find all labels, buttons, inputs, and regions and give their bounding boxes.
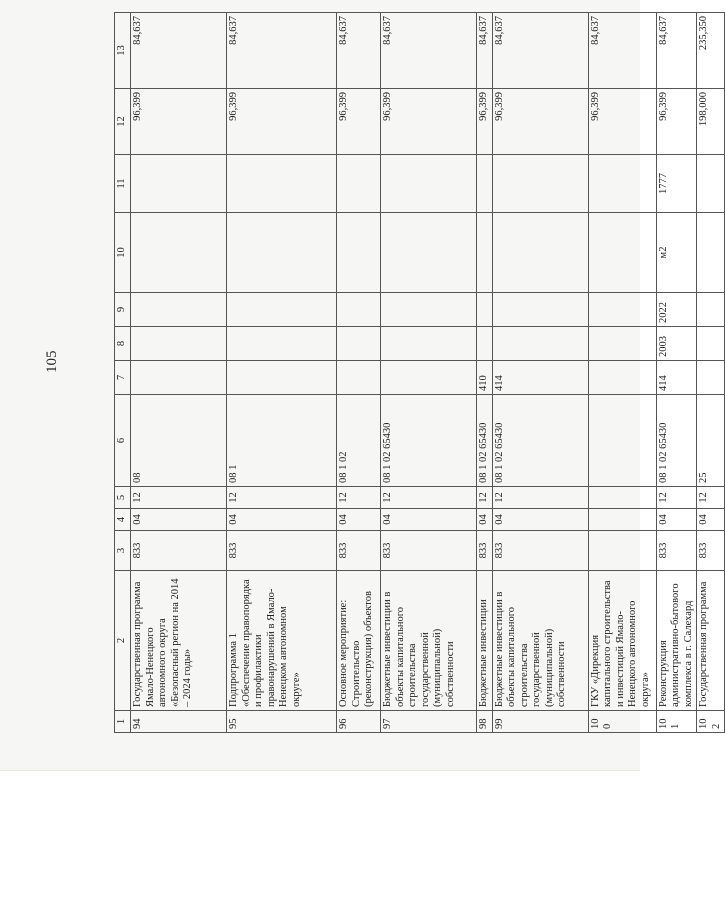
row-name: Бюджетные инвестиции в объекты капитального строительства государственной (муниципальной) собственности (381, 571, 477, 711)
row-number: 94 (131, 711, 227, 733)
col7-code: 414 (492, 361, 588, 395)
col6-code: 08 1 (227, 395, 337, 487)
col5-code: 12 (656, 487, 697, 509)
table-row (656, 13, 697, 733)
col8-value (131, 327, 227, 361)
col6-code: 08 1 02 65430 (656, 395, 697, 487)
col13-amount: 84,637 (588, 13, 656, 89)
row-number: 98 (477, 711, 493, 733)
col3-code: 833 (337, 531, 381, 571)
col12-amount: 96,399 (588, 89, 656, 155)
col13-amount: 235,350 (697, 13, 725, 89)
col3-code: 833 (492, 531, 588, 571)
row-number: 102 (697, 711, 725, 733)
col11-value (227, 155, 337, 213)
col8-value (337, 327, 381, 361)
col6-code: 08 1 02 (337, 395, 381, 487)
col7-code (337, 361, 381, 395)
col13-amount: 84,637 (492, 13, 588, 89)
col13-amount: 84,637 (337, 13, 381, 89)
col4-code: 04 (477, 509, 493, 531)
col8-value (588, 327, 656, 361)
col12-amount: 96,399 (337, 89, 381, 155)
col7-code (588, 361, 656, 395)
row-number: 95 (227, 711, 337, 733)
row-number: 96 (337, 711, 381, 733)
col4-code: 04 (227, 509, 337, 531)
col9-value (477, 293, 493, 327)
col8-value (381, 327, 477, 361)
col10-unit: м2 (656, 213, 697, 293)
col4-code: 04 (656, 509, 697, 531)
col11-value (381, 155, 477, 213)
col10-unit (697, 213, 725, 293)
col5-code: 12 (131, 487, 227, 509)
col6-code (588, 395, 656, 487)
col9-value (337, 293, 381, 327)
table-row (697, 13, 725, 733)
col7-code (381, 361, 477, 395)
row-number: 97 (381, 711, 477, 733)
col7-code: 414 (656, 361, 697, 395)
col6-code: 08 (131, 395, 227, 487)
col3-code: 833 (656, 531, 697, 571)
col3-code (588, 531, 656, 571)
col13-amount: 84,637 (381, 13, 477, 89)
col5-code: 12 (492, 487, 588, 509)
col10-unit (588, 213, 656, 293)
header-cell-13: 13 (115, 13, 131, 89)
budget-table (114, 12, 725, 733)
row-number: 100 (588, 711, 656, 733)
col4-code: 04 (131, 509, 227, 531)
col10-unit (337, 213, 381, 293)
col6-code: 08 1 02 65430 (381, 395, 477, 487)
col12-amount: 96,399 (492, 89, 588, 155)
col4-code (588, 509, 656, 531)
col8-value (227, 327, 337, 361)
col10-unit (227, 213, 337, 293)
table-row (337, 13, 381, 733)
col3-code: 833 (227, 531, 337, 571)
table-row (477, 13, 493, 733)
header-cell-9: 9 (115, 293, 131, 327)
col11-value (477, 155, 493, 213)
col4-code: 04 (697, 509, 725, 531)
header-cell-3: 3 (115, 531, 131, 571)
table-row (588, 13, 656, 733)
col5-code: 12 (477, 487, 493, 509)
col5-code: 12 (227, 487, 337, 509)
col12-amount: 96,399 (131, 89, 227, 155)
table-row (492, 13, 588, 733)
col6-code: 08 1 02 65430 (477, 395, 493, 487)
row-number: 99 (492, 711, 588, 733)
col9-value (697, 293, 725, 327)
row-name: Государственная программа (697, 571, 725, 711)
col3-code: 833 (131, 531, 227, 571)
header-cell-1: 1 (115, 711, 131, 733)
col10-unit (492, 213, 588, 293)
col5-code: 12 (697, 487, 725, 509)
col8-value (477, 327, 493, 361)
header-cell-2: 2 (115, 571, 131, 711)
col4-code: 04 (337, 509, 381, 531)
col9-value (227, 293, 337, 327)
page-number: 105 (44, 350, 60, 373)
header-cell-11: 11 (115, 155, 131, 213)
table-header-row (115, 13, 131, 733)
col9-value: 2022 (656, 293, 697, 327)
col8-value: 2003 (656, 327, 697, 361)
col11-value (697, 155, 725, 213)
col7-code (697, 361, 725, 395)
col10-unit (381, 213, 477, 293)
col11-value (588, 155, 656, 213)
col3-code: 833 (697, 531, 725, 571)
table-row (381, 13, 477, 733)
header-cell-6: 6 (115, 395, 131, 487)
col13-amount: 84,637 (656, 13, 697, 89)
row-name: ГКУ «Дирекция капитального строительства и инвестиций Ямало-Ненецкого автономного округа» (588, 571, 656, 711)
header-cell-12: 12 (115, 89, 131, 155)
col9-value (588, 293, 656, 327)
col4-code: 04 (381, 509, 477, 531)
col11-value: 1777 (656, 155, 697, 213)
table-row (227, 13, 337, 733)
row-name: Основное мероприятие: Строительство (реконструкция) объектов (337, 571, 381, 711)
col8-value (492, 327, 588, 361)
col6-code: 08 1 02 65430 (492, 395, 588, 487)
col8-value (697, 327, 725, 361)
col3-code: 833 (381, 531, 477, 571)
col5-code: 12 (381, 487, 477, 509)
header-cell-10: 10 (115, 213, 131, 293)
col12-amount: 96,399 (656, 89, 697, 155)
col7-code (227, 361, 337, 395)
col4-code: 04 (492, 509, 588, 531)
col6-code: 25 (697, 395, 725, 487)
col10-unit (131, 213, 227, 293)
header-cell-7: 7 (115, 361, 131, 395)
table-row (131, 13, 227, 733)
row-name: Государственная программа Ямало-Ненецкого автономного округа «Безопасный регион на 2014 – 2024 годы» (131, 571, 227, 711)
col13-amount: 84,637 (227, 13, 337, 89)
row-name: Бюджетные инвестиции в объекты капитального строительства государственной (муниципальной) собственности (492, 571, 588, 711)
col9-value (492, 293, 588, 327)
col11-value (131, 155, 227, 213)
col9-value (131, 293, 227, 327)
row-number: 101 (656, 711, 697, 733)
header-cell-5: 5 (115, 487, 131, 509)
rotated-table-wrapper (114, 13, 722, 733)
col5-code (588, 487, 656, 509)
col12-amount: 96,399 (381, 89, 477, 155)
col5-code: 12 (337, 487, 381, 509)
col7-code (131, 361, 227, 395)
col12-amount: 96,399 (227, 89, 337, 155)
col13-amount: 84,637 (477, 13, 493, 89)
col13-amount: 84,637 (131, 13, 227, 89)
row-name: Бюджетные инвестиции (477, 571, 493, 711)
col11-value (337, 155, 381, 213)
row-name: Подпрограмма 1 «Обеспечение правопорядка и профилактики правонарушений в Ямало-Ненецком автономном округе» (227, 571, 337, 711)
row-name: Реконструкция административно-бытового комплекса в г. Салехард (656, 571, 697, 711)
header-cell-4: 4 (115, 509, 131, 531)
col12-amount: 96,399 (477, 89, 493, 155)
col9-value (381, 293, 477, 327)
col11-value (492, 155, 588, 213)
col3-code: 833 (477, 531, 493, 571)
header-cell-8: 8 (115, 327, 131, 361)
col12-amount: 198,000 (697, 89, 725, 155)
col7-code: 410 (477, 361, 493, 395)
col10-unit (477, 213, 493, 293)
